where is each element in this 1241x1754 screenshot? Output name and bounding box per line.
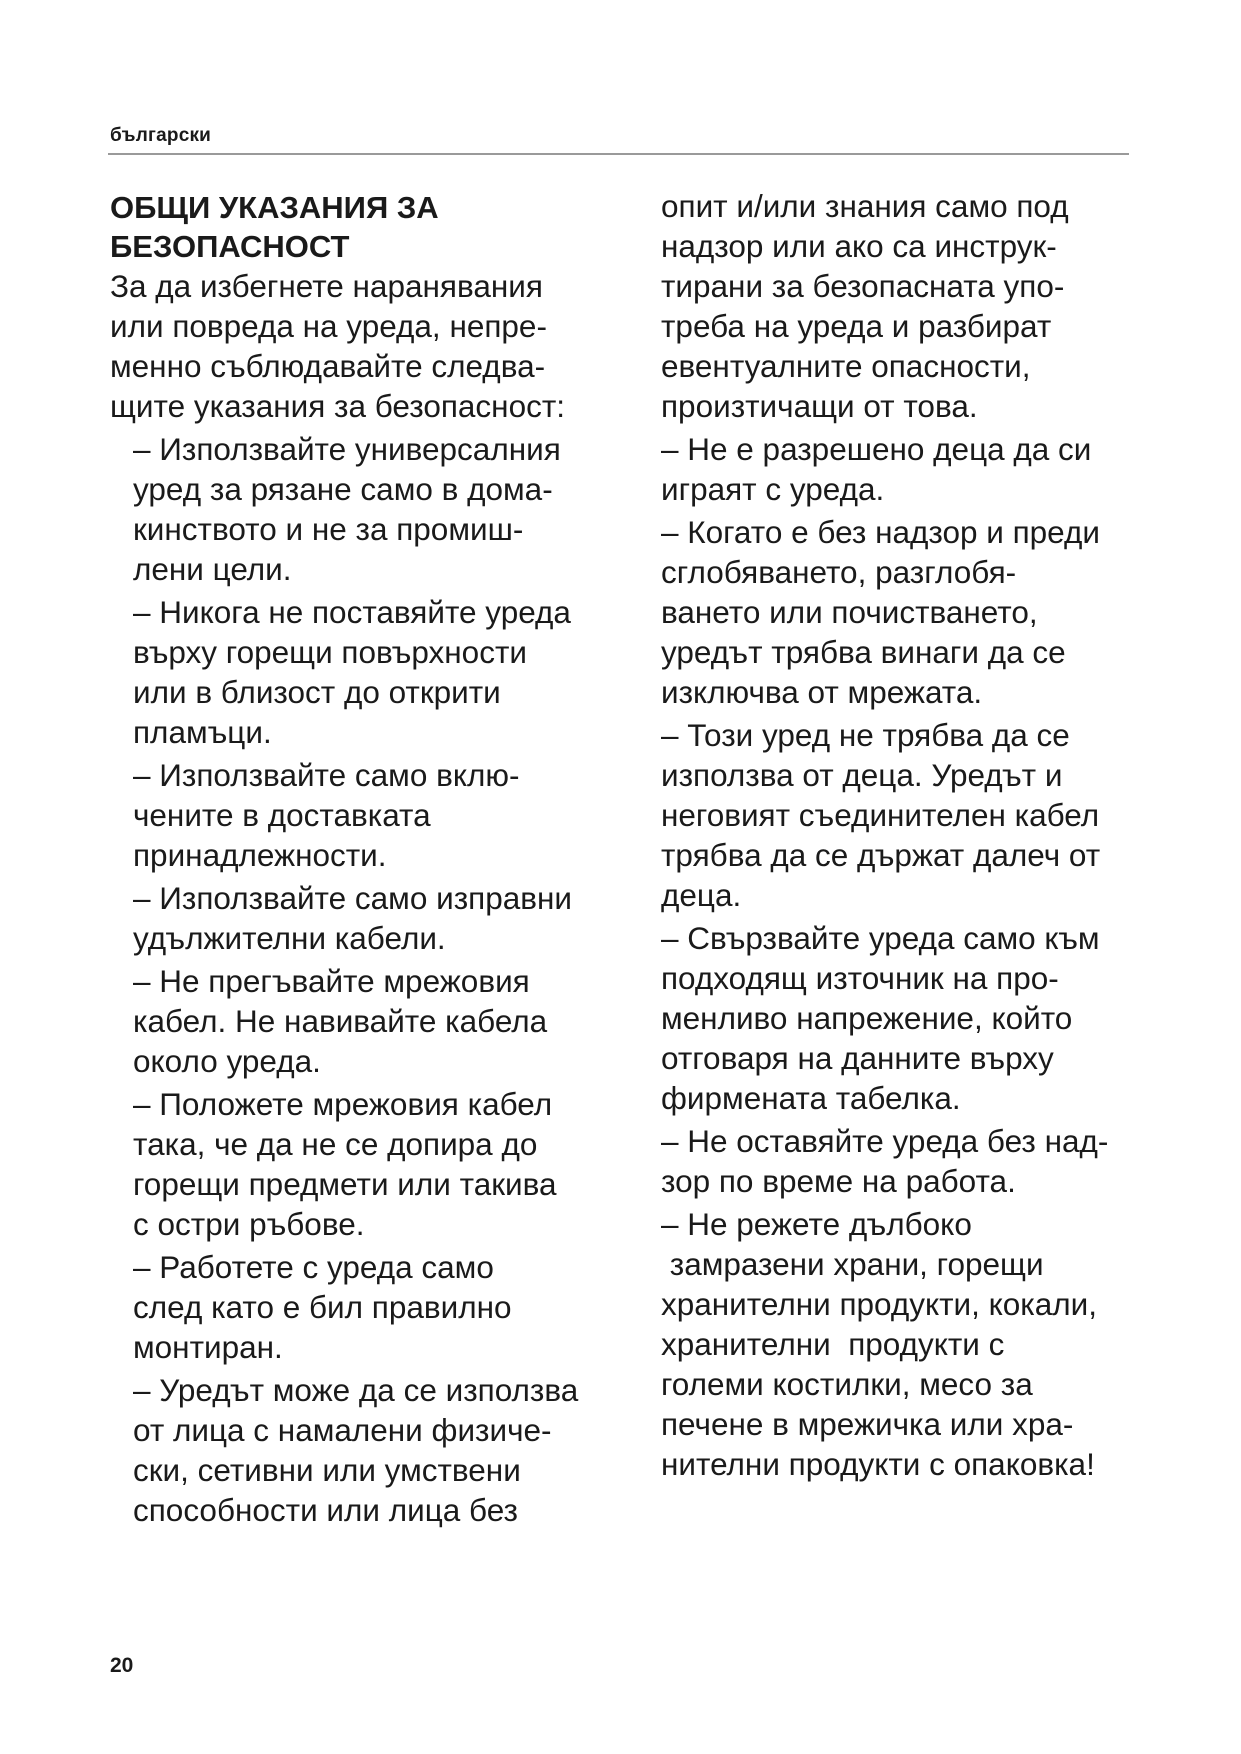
bullet-line: върху горещи повърхности xyxy=(133,634,527,670)
right-bullet-list xyxy=(661,429,1151,1484)
bullet-line: хранителни продукти с xyxy=(661,1326,1005,1362)
bullet-line: – Не режете дълбоко xyxy=(661,1206,972,1242)
bullet-line: зор по време на работа. xyxy=(661,1163,1016,1199)
bullet-line: – Използвайте само вклю- xyxy=(133,757,520,793)
bullet-line: – Положете мрежовия кабел xyxy=(133,1086,553,1122)
bullet-line: деца. xyxy=(661,877,742,913)
bullet-line: фирмената табелка. xyxy=(661,1080,961,1116)
left-bullet-list xyxy=(110,429,630,1530)
bullet-line: около уреда. xyxy=(133,1043,321,1079)
language-header: български xyxy=(110,125,212,146)
bullet-line: ски, сетивни или умствени xyxy=(133,1452,521,1488)
bullet-line: горещи предмети или такива xyxy=(133,1166,557,1202)
safety-bullet xyxy=(110,429,630,589)
bullet-line: печене в мрежичка или хра- xyxy=(661,1406,1074,1442)
bullet-line: ването или почистването, xyxy=(661,594,1038,630)
safety-bullet xyxy=(110,592,630,752)
safety-bullet xyxy=(110,755,630,875)
left-column xyxy=(110,186,630,1533)
continuation-line: треба на уреда и разбират xyxy=(661,308,1052,344)
bullet-line: нителни продукти с опаковка! xyxy=(661,1446,1095,1482)
safety-bullet xyxy=(110,1247,630,1367)
bullet-line: след като е бил правилно xyxy=(133,1289,512,1325)
bullet-line: използва от деца. Уредът и xyxy=(661,757,1063,793)
bullet-line: от лица с намалени физиче- xyxy=(133,1412,552,1448)
bullet-line: неговият съединителен кабел xyxy=(661,797,1100,833)
bullet-line: – Този уред не трябва да се xyxy=(661,717,1070,753)
bullet-line: сглобяването, разглобя- xyxy=(661,554,1017,590)
bullet-line: – Когато е без надзор и преди xyxy=(661,514,1100,550)
bullet-line: изключва от мрежата. xyxy=(661,674,983,710)
bullet-line: – Не е разрешено деца да си xyxy=(661,431,1092,467)
bullet-line: чените в доставката xyxy=(133,797,431,833)
page-number: 20 xyxy=(110,1654,134,1677)
continuation-line: произтичащи от това. xyxy=(661,388,978,424)
bullet-line: – Не оставяйте уреда без над- xyxy=(661,1123,1109,1159)
bullet-line: – Използвайте само изправни xyxy=(133,880,572,916)
safety-bullet xyxy=(110,1084,630,1244)
safety-bullet xyxy=(661,1121,1151,1201)
bullet-line: така, че да не се допира до xyxy=(133,1126,538,1162)
bullet-line: хранителни продукти, кокали, xyxy=(661,1286,1098,1322)
bullet-line: отговаря на данните върху xyxy=(661,1040,1054,1076)
bullet-line: – Не прегъвайте мрежовия xyxy=(133,963,530,999)
bullet-line: уред за рязане само в дома- xyxy=(133,471,553,507)
bullet-line: големи костилки, месо за xyxy=(661,1366,1033,1402)
safety-bullet xyxy=(110,1370,630,1530)
bullet-line: – Уредът може да се използва xyxy=(133,1372,579,1408)
continuation-line: евентуалните опасности, xyxy=(661,348,1031,384)
intro-line: щите указания за безопасност: xyxy=(110,388,566,424)
safety-bullet xyxy=(661,429,1151,509)
header-divider xyxy=(108,153,1129,155)
right-column xyxy=(661,186,1151,1487)
intro-line: За да избегнете наранявания xyxy=(110,268,543,304)
intro-line: менно съблюдавайте следва- xyxy=(110,348,546,384)
title-line: ОБЩИ УКАЗАНИЯ ЗА xyxy=(110,190,439,225)
bullet-line: трябва да се държат далеч от xyxy=(661,837,1101,873)
safety-bullet xyxy=(110,961,630,1081)
continuation-paragraph xyxy=(661,186,1151,426)
bullet-line: замразени храни, горещи xyxy=(661,1246,1044,1282)
safety-bullet xyxy=(661,715,1151,915)
bullet-line: менливо напрежение, който xyxy=(661,1000,1073,1036)
bullet-line: – Никога не поставяйте уреда xyxy=(133,594,571,630)
bullet-line: монтиран. xyxy=(133,1329,283,1365)
bullet-line: кинството и не за промиш- xyxy=(133,511,524,547)
bullet-line: пламъци. xyxy=(133,714,272,750)
bullet-line: подходящ източник на про- xyxy=(661,960,1059,996)
bullet-line: или в близост до открити xyxy=(133,674,501,710)
continuation-line: тирани за безопасната упо- xyxy=(661,268,1065,304)
bullet-line: принадлежности. xyxy=(133,837,387,873)
continuation-line: надзор или ако са инструк- xyxy=(661,228,1057,264)
safety-bullet xyxy=(661,512,1151,712)
bullet-line: играят с уреда. xyxy=(661,471,885,507)
bullet-line: лени цели. xyxy=(133,551,292,587)
intro-paragraph xyxy=(110,266,630,426)
safety-bullet xyxy=(661,1204,1151,1484)
title-line: БЕЗОПАСНОСТ xyxy=(110,229,350,264)
safety-bullet xyxy=(661,918,1151,1118)
bullet-line: удължителни кабели. xyxy=(133,920,446,956)
bullet-line: – Използвайте универсалния xyxy=(133,431,561,467)
bullet-line: с остри ръбове. xyxy=(133,1206,365,1242)
bullet-line: кабел. Не навивайте кабела xyxy=(133,1003,548,1039)
continuation-line: опит и/или знания само под xyxy=(661,188,1069,224)
bullet-line: способности или лица без xyxy=(133,1492,518,1528)
section-title xyxy=(110,186,630,266)
bullet-line: – Свързвайте уреда само към xyxy=(661,920,1100,956)
safety-bullet xyxy=(110,878,630,958)
intro-line: или повреда на уреда, непре- xyxy=(110,308,547,344)
bullet-line: уредът трябва винаги да се xyxy=(661,634,1066,670)
bullet-line: – Работете с уреда само xyxy=(133,1249,494,1285)
